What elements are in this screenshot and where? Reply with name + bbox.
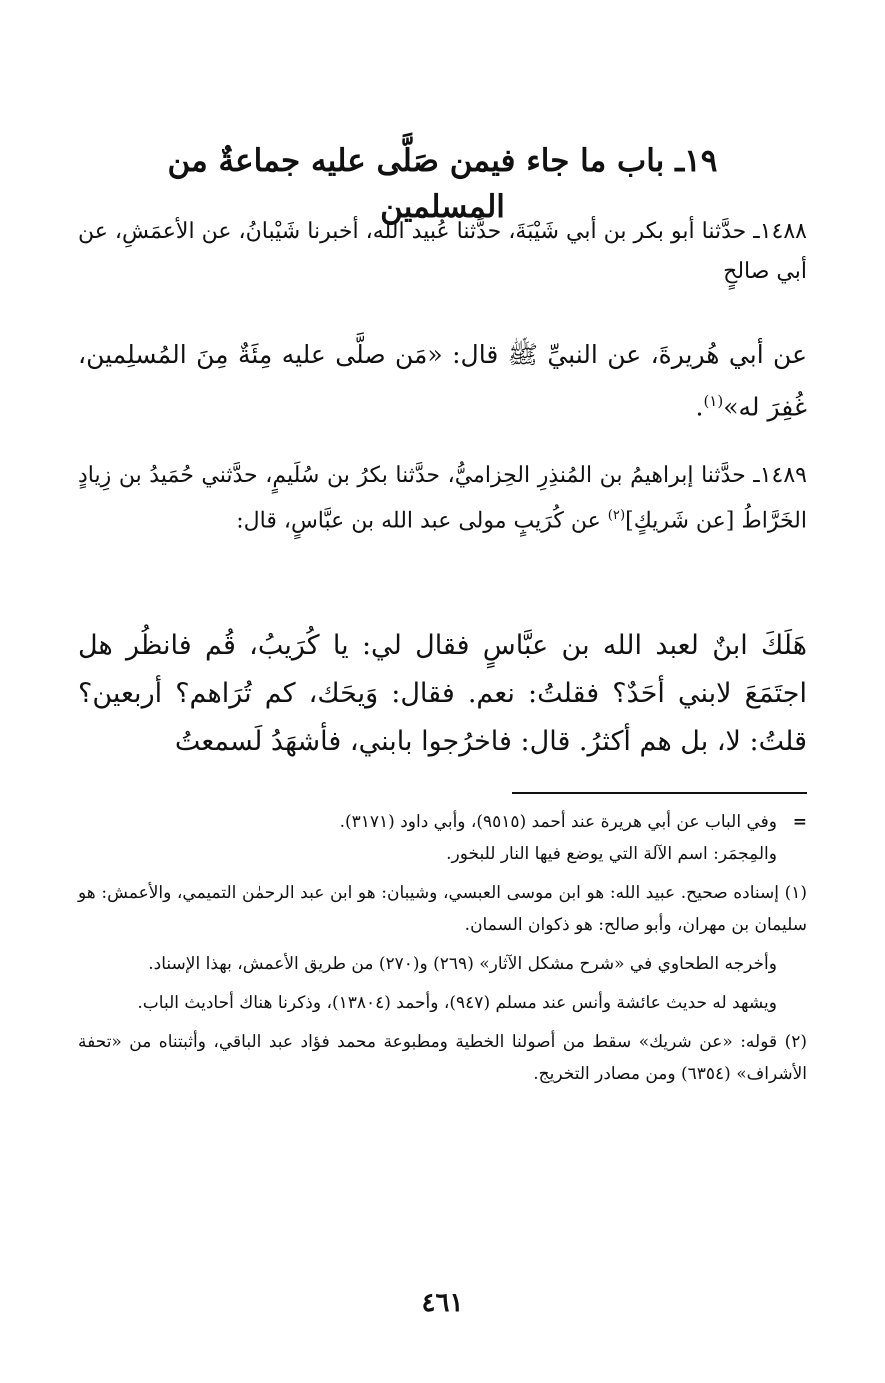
- footnote-1-paragraph: وأخرجه الطحاوي في «شرح مشكل الآثار» (٢٦٩) و(٢٧٠) من طريق الأعمش، بهذا الإسناد.: [148, 954, 777, 974]
- hadith-1488-isnad: ١٤٨٨ـ حدَّثنا أبو بكر بن أبي شَيْبَةَ، حدَّثنا عُبيد الله، أخبرنا شَيْبانُ، عن الأعمَشِ، عن أبي صالحٍ: [78, 219, 807, 284]
- footnotes-section: [78, 806, 807, 1097]
- hadith-1489-matn: هَلَكَ ابنٌ لعبد الله بن عبَّاسٍ فقال لي: يا كُرَيبُ، قُم فانظُر هل اجتَمَعَ لابني أحَدٌ؟ فقلتُ: نعم. فقال: وَيحَك، كم تُرَاهم؟ أربعين؟ قلتُ: لا، بل هم أكثرُ. قال: فاخرُجوا بابني، فأشهَدُ لَسمعتُ: [78, 630, 807, 757]
- hadith-1488-matn-end: .: [695, 392, 704, 422]
- hadith-1489-isnad: [78, 456, 807, 541]
- footnote-continuation-line: وفي الباب عن أبي هريرة عند أحمد (٩٥١٥)، وأبي داود (٣١٧١).: [339, 812, 777, 832]
- footnote-continuation: [78, 806, 807, 870]
- footnote-ref-1: (١): [703, 392, 724, 410]
- footnote-1: (١) إسناده صحيح. عبيد الله: هو ابن موسى العبسي، وشيبان: هو ابن عبد الرحمٰن التميمي، والأعمش: هو سليمان بن مهران، وأبو صالح: هو ذكوان السمان.: [78, 883, 807, 935]
- footnote-separator: [512, 792, 807, 794]
- chapter-title: ١٩ـ باب ما جاء فيمن صَلَّى عليه جماعةٌ من المسلمين: [167, 143, 718, 225]
- hadith-1488-matn: [78, 332, 807, 430]
- page-number: ٤٦١: [421, 1288, 464, 1318]
- footnote-ref-2: (٢): [607, 508, 626, 523]
- footnote-1-paragraph: ويشهد له حديث عائشة وأنس عند مسلم (٩٤٧)، وأحمد (١٣٨٠٤)، وذكرنا هناك أحاديث الباب.: [137, 993, 777, 1013]
- continuation-marker: =: [792, 812, 807, 832]
- hadith-1488-matn-text: عن أبي هُريرةَ، عن النبيِّ ﷺ قال: «مَن صلَّى عليه مِئَةٌ مِنَ المُسلِمين، غُفِرَ له»: [78, 340, 807, 422]
- footnote-2: (٢) قوله: «عن شريك» سقط من أصولنا الخطية ومطبوعة محمد فؤاد عبد الباقي، وأثبتناه من «تحفة الأشراف» (٦٣٥٤) ومن مصادر التخريج.: [78, 1032, 807, 1084]
- footnote-continuation-line: والمِجمَر: اسم الآلة التي يوضع فيها النار للبخور.: [446, 844, 777, 864]
- hadith-1489-isnad-part1: ١٤٨٩ـ حدَّثنا إبراهيمُ بن المُنذِرِ الحِزاميُّ، حدَّثنا بكرُ بن سُلَيمٍ، حدَّثني حُمَيدُ بن زِيادٍ الخَرَّاطُ [عن شَريكٍ]: [78, 463, 807, 534]
- hadith-1489-isnad-part2: عن كُرَيبٍ مولى عبد الله بن عبَّاسٍ، قال:: [236, 508, 608, 534]
